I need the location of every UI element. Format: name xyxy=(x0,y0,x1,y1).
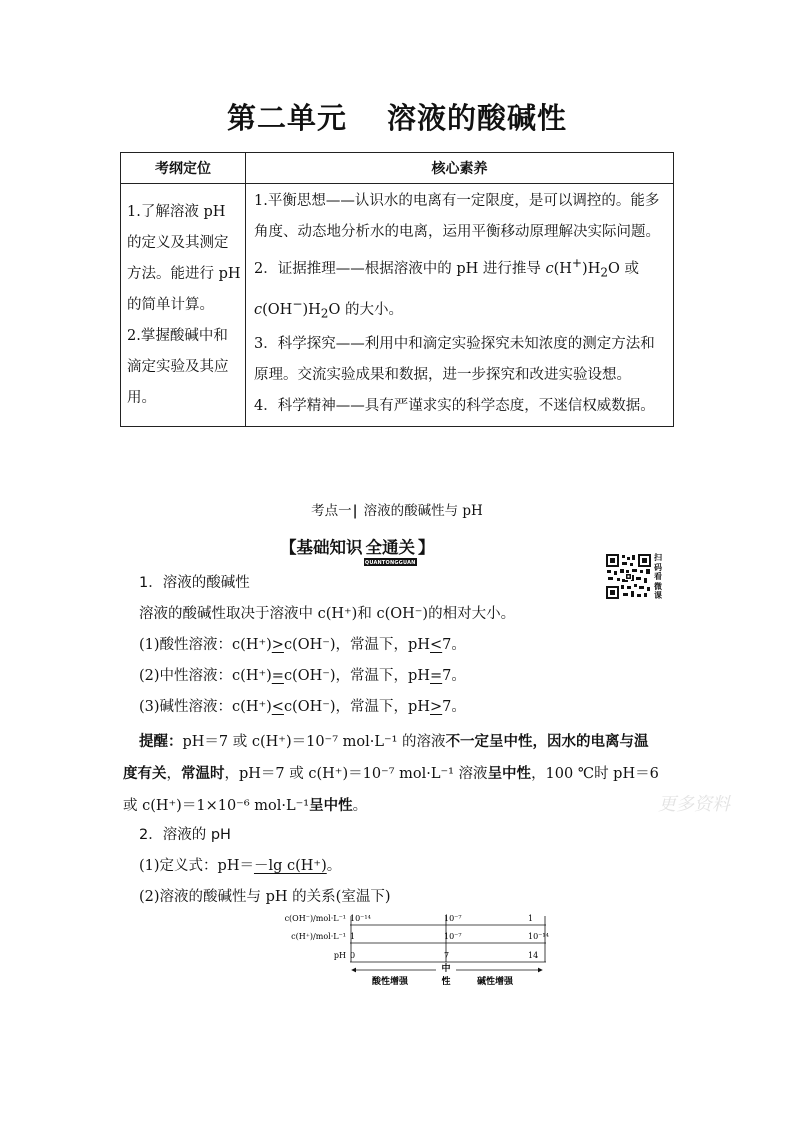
acid-label: 酸性增强 xyxy=(371,977,409,987)
value-ph-7: 7 xyxy=(444,951,450,960)
literacy-item: 2．证据推理——根据溶液中的 pH 进行推导 $c(H^+)H_2O$ 或$c(OH^-)H_2O$ 的大小。 xyxy=(254,256,640,321)
base-label: 碱性增强 xyxy=(476,977,514,987)
core-literacy-cell xyxy=(246,184,674,427)
outline-item: 2.掌握酸碱中和滴定实验及其应用。 xyxy=(127,327,229,406)
literacy-item: 4．科学精神——具有严谨求实的科学态度，不迷信权威数据。 xyxy=(254,398,655,415)
page-title xyxy=(0,96,794,137)
outline-item: 1.了解溶液 pH 的定义及其测定方法。能进行 pH 的简单计算。 xyxy=(127,203,241,313)
row-label-oh: c(OH⁻)/mol·L⁻¹ xyxy=(284,914,346,923)
value-ph-0: 0 xyxy=(350,951,356,960)
value-h-7: 10⁻⁷ xyxy=(444,932,462,941)
exam-outline-cell xyxy=(121,184,246,427)
tip-paragraph: 提醒：pH＝7 或 c(H⁺)＝10⁻⁷ mol·L⁻¹ 的溶液不一定呈中性，因水的电离与温度有关，常温时，pH＝7 或 c(H⁺)＝10⁻⁷ mol·L⁻¹ 溶液呈中性，100 ℃时 pH＝6 或 c(H⁺)＝1×10⁻⁶ mol·L⁻¹呈中性。 xyxy=(123,733,659,814)
list-item: (1)酸性溶液：c(H⁺)>c(OH⁻)，常温下，pH<7。 xyxy=(139,637,466,653)
value-h-14: 10⁻¹⁴ xyxy=(528,932,549,941)
banner-badge: 全通关 QUANTONGGUAN xyxy=(364,538,416,566)
ph-definition: (1)定义式：pH＝－lg c(H⁺)。 xyxy=(139,858,342,874)
paragraph-intro: 溶液的酸碱性取决于溶液中 c(H⁺)和 c(OH⁻)的相对大小。 xyxy=(139,606,516,622)
neutral-label-1: 中 xyxy=(441,964,451,974)
basic-knowledge-banner: 【基础知识 全通关 QUANTONGGUAN 】 xyxy=(280,538,435,566)
value-ph-14: 14 xyxy=(528,951,539,960)
neutral-label-2: 性 xyxy=(441,977,451,987)
list-item: (2)中性溶液：c(H⁺)=c(OH⁻)，常温下，pH=7。 xyxy=(139,668,466,684)
ph-scale-diagram xyxy=(270,912,560,994)
section-caption: 考点一| 溶液的酸碱性与 pH xyxy=(311,503,483,519)
literacy-item: 1.平衡思想——认识水的电离有一定限度，是可以调控的。能多角度、动态地分析水的电离，运用平衡移动原理解决实际问题。 xyxy=(254,193,660,240)
header-core-literacy: 核心素养 xyxy=(246,153,674,184)
value-oh-7: 10⁻⁷ xyxy=(444,914,462,923)
row-label-h: c(H⁺)/mol·L⁻¹ xyxy=(291,932,346,941)
row-label-ph: pH xyxy=(333,951,346,960)
qr-note: 扫 码 看 微 课 xyxy=(654,552,662,600)
qr-code-icon[interactable] xyxy=(605,553,652,600)
value-oh-0: 10⁻¹⁴ xyxy=(350,914,371,923)
value-h-0: 1 xyxy=(350,932,356,941)
header-exam-outline: 考纲定位 xyxy=(121,153,246,184)
watermark: 更多资料 xyxy=(658,794,730,815)
title-topic: 溶液的酸碱性 xyxy=(387,101,568,135)
literacy-item: 3．科学探究——利用中和滴定实验探究未知浓度的测定方法和原理。交流实验成果和数据，进一步探究和改进实验设想。 xyxy=(254,336,655,384)
heading-acidity: 1．溶液的酸碱性 xyxy=(139,575,250,591)
title-unit: 第二单元 xyxy=(226,101,347,135)
heading-ph: 2．溶液的 pH xyxy=(139,827,231,843)
value-oh-14: 1 xyxy=(528,914,534,923)
outline-table xyxy=(120,152,674,427)
list-item: (3)碱性溶液：c(H⁺)<c(OH⁻)，常温下，pH>7。 xyxy=(139,699,466,715)
ph-relation-heading: (2)溶液的酸碱性与 pH 的关系(室温下) xyxy=(139,889,391,905)
